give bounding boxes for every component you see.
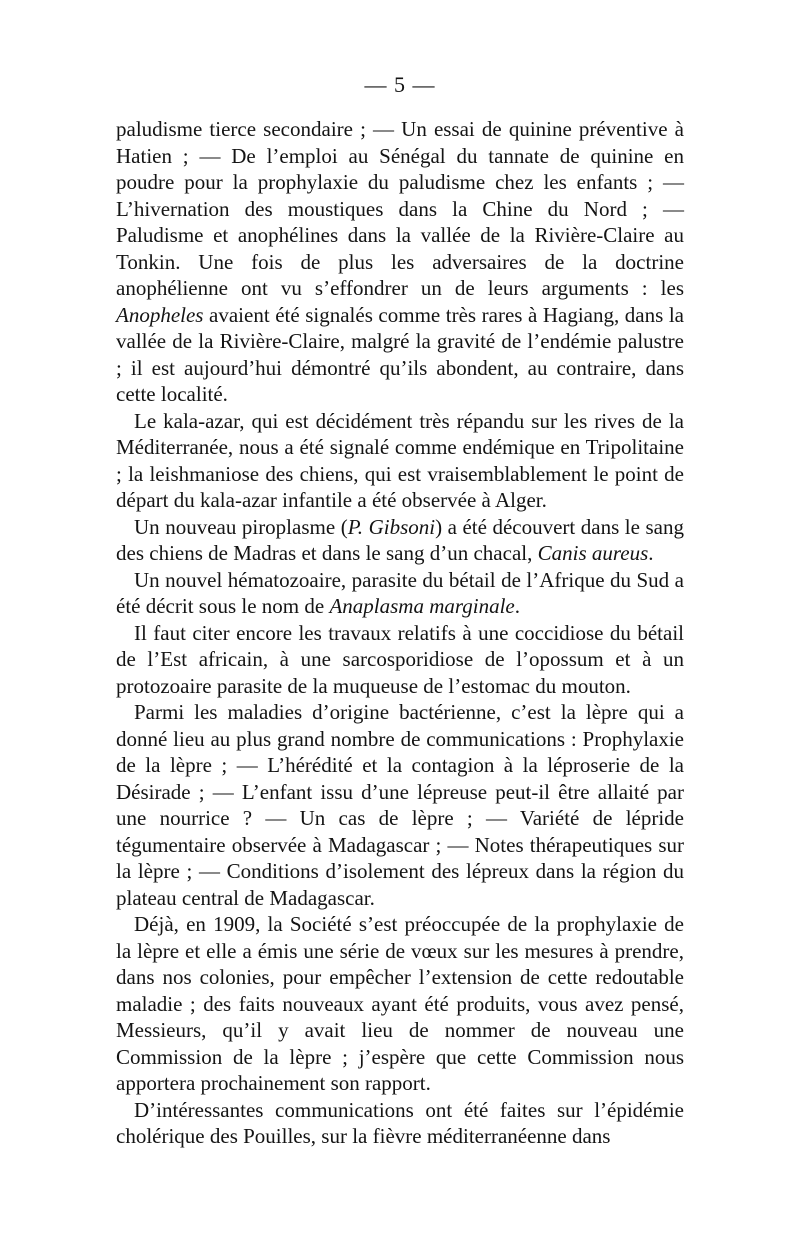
paragraph-hematozoa <box>116 567 684 620</box>
text-run: Un nouvel hématozoaire, parasite du bétail de l’Afrique du Sud a été décrit sous le nom de <box>116 567 684 618</box>
paragraph-commission <box>116 911 684 1097</box>
text-run: Déjà, en 1909, la Société s’est préoccupée de la prophylaxie de la lèpre et elle a émis une série de vœux sur les mesures à prendre, dans nos colonies, pour empêcher l’extension de cette redoutable maladie ; des faits nouveaux ayant été produits, vous avez pensé, Messieurs, qu’il y avait lieu de nommer de nouveau une Commission de la lèpre ; j’espère que cette Commission nous apportera prochainement son rapport. <box>116 912 684 1095</box>
italic-term-canis-aureus: Canis aureus <box>537 541 649 565</box>
text-run: ) a été découvert dans le sang des chiens de Madras et dans le sang d’un chacal, <box>116 514 684 565</box>
page-number: — 5 — <box>364 72 436 97</box>
text-run: . <box>648 541 654 565</box>
text-run: Il faut citer encore les travaux relatifs à une coccidiose du bétail de l’Est africain, à une sarcosporidiose de l’opossum et à un protozoaire parasite de la muqueuse de l’estomac du mouton. <box>116 620 684 698</box>
body-text <box>116 116 684 1150</box>
text-run: Le kala-azar, qui est décidément très répandu sur les rives de la Méditerranée, nous a été signalé comme endémique en Tripolitaine ; la leishmaniose des chiens, qui est vraisemblablement le point de départ du kala-azar infantile a été observée à Alger. <box>116 408 684 512</box>
paragraph-cholera <box>116 1097 684 1150</box>
paragraph-piroplasm <box>116 514 684 567</box>
text-run: Parmi les maladies d’origine bactérienne, c’est la lèpre qui a donné lieu au plus grand nombre de communications : Prophylaxie de la lèpre ; — L’hérédité et la contagion à la léproserie de la Désirade ; — L’enfant issu d’une lépreuse peut-il être allaité par une nourrice ? — Un cas de lèpre ; — Variété de lépride tégumentaire observée à Madagascar ; — Notes thérapeutiques sur la lèpre ; — Conditions d’isolement des lépreux dans la région du plateau central de Madagascar. <box>116 700 684 910</box>
paragraph-leprosy <box>116 699 684 911</box>
paragraph-malaria <box>116 116 684 408</box>
paragraph-kala-azar <box>116 408 684 514</box>
text-run: avaient été signalés comme très rares à Hagiang, dans la vallée de la Rivière-Claire, malgré la gravité de l’endémie palustre ; il est aujourd’hui démontré qu’ils abondent, au contraire, dans cette localité. <box>116 302 684 406</box>
text-run: paludisme tierce secondaire ; — Un essai de quinine préventive à Hatien ; — De l’emploi au Sénégal du tannate de quinine en poudre pour la prophylaxie du paludisme chez les enfants ; — L’hivernation des moustiques dans la Chine du Nord ; — Paludisme et anophélines dans la vallée de la Rivière-Claire au Tonkin. Une fois de plus les adversaires de la doctrine anophélienne ont vu s’effondrer un de leurs arguments : les <box>116 117 684 300</box>
text-run: D’intéressantes communications ont été faites sur l’épidémie cholérique des Pouilles, sur la fièvre méditerranéenne dans <box>116 1097 684 1148</box>
italic-term-anaplasma: Anaplasma marginale <box>329 594 515 618</box>
italic-term-anopheles: Anopheles <box>116 302 204 327</box>
italic-term-p-gibsoni: P. Gibsoni <box>347 514 436 539</box>
text-run: Un nouveau piroplasme ( <box>134 514 348 539</box>
text-run: . <box>514 594 520 618</box>
paragraph-coccidiosis <box>116 620 684 700</box>
